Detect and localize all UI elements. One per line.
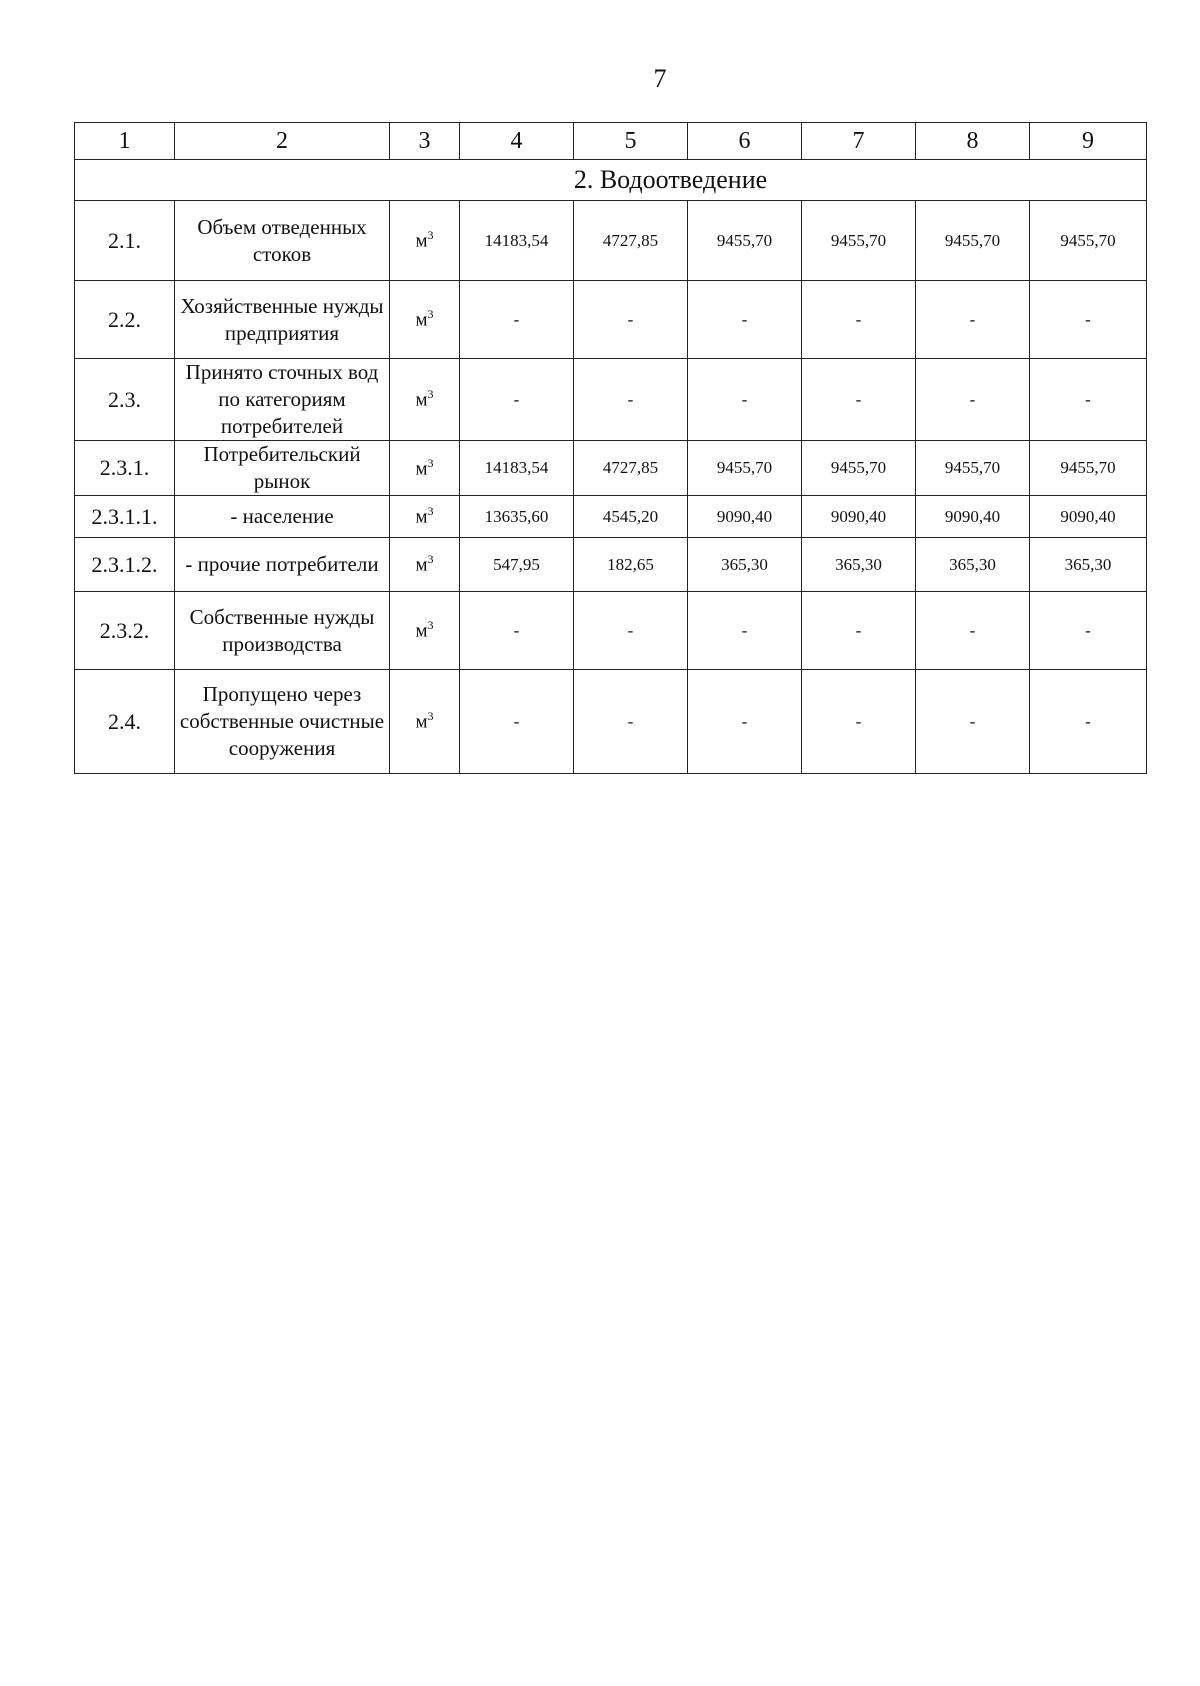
page-number: 7 [653,64,667,93]
value-cell: - [1030,670,1147,774]
value-cell: 365,30 [802,538,916,592]
unit-base: м [415,309,428,331]
value-cell: 9455,70 [802,441,916,496]
unit-base: м [415,230,428,252]
table-row [75,592,1147,670]
unit-exponent: 3 [427,552,434,567]
row-number: 2.3.1.2. [75,538,175,592]
header-cell: 3 [390,123,460,160]
unit-exponent: 3 [427,618,434,633]
row-label: Объем отведенных стоков [175,201,390,281]
value-cell: 547,95 [460,538,574,592]
row-number: 2.3.2. [75,592,175,670]
value-cell: - [802,670,916,774]
table-row [75,496,1147,538]
row-label: Потребительский рынок [175,441,390,496]
table-row [75,201,1147,281]
row-label: Пропущено через собственные очистные сооружения [175,670,390,774]
value-cell: 14183,54 [460,441,574,496]
row-label: - население [175,496,390,538]
value-cell: 182,65 [574,538,688,592]
value-cell: 14183,54 [460,201,574,281]
value-cell: - [916,359,1030,441]
value-cell: 9455,70 [916,441,1030,496]
value-cell: - [1030,592,1147,670]
table-row [75,670,1147,774]
unit-cell [390,201,460,281]
value-cell: - [574,592,688,670]
unit-cell [390,670,460,774]
header-cell: 4 [460,123,574,160]
value-cell: 9455,70 [802,201,916,281]
value-cell: - [460,359,574,441]
value-cell: - [460,592,574,670]
table-row [75,441,1147,496]
value-cell: - [574,281,688,359]
unit-base: м [415,554,428,576]
value-cell: 365,30 [688,538,802,592]
value-cell: - [460,670,574,774]
value-cell: 9455,70 [916,201,1030,281]
value-cell: - [460,281,574,359]
table-row [75,281,1147,359]
row-label: Хозяйственные нужды предприятия [175,281,390,359]
unit-exponent: 3 [427,504,434,519]
value-cell: - [916,281,1030,359]
value-cell: 9455,70 [1030,441,1147,496]
value-cell: - [1030,359,1147,441]
value-cell: 9090,40 [916,496,1030,538]
header-cell: 1 [75,123,175,160]
unit-base: м [415,506,428,528]
value-cell: - [688,592,802,670]
unit-base: м [415,389,428,411]
water-disposal-table [74,122,1147,774]
header-cell: 7 [802,123,916,160]
table-row [75,359,1147,441]
value-cell: 13635,60 [460,496,574,538]
row-label: Принято сточных вод по категориям потребителей [175,359,390,441]
row-number: 2.3. [75,359,175,441]
header-cell: 5 [574,123,688,160]
value-cell: 365,30 [916,538,1030,592]
value-cell: 365,30 [1030,538,1147,592]
unit-cell [390,441,460,496]
header-cell: 9 [1030,123,1147,160]
value-cell: - [802,592,916,670]
unit-base: м [415,458,428,480]
value-cell: - [688,359,802,441]
unit-cell [390,359,460,441]
unit-cell [390,281,460,359]
value-cell: 9455,70 [1030,201,1147,281]
value-cell: 9090,40 [688,496,802,538]
row-number: 2.3.1.1. [75,496,175,538]
value-cell: - [574,359,688,441]
value-cell: 4727,85 [574,201,688,281]
unit-cell [390,538,460,592]
value-cell: 9455,70 [688,441,802,496]
header-cell: 8 [916,123,1030,160]
section-title: 2. Водоотведение [75,160,1147,201]
value-cell: - [574,670,688,774]
row-number: 2.4. [75,670,175,774]
header-cell: 6 [688,123,802,160]
row-number: 2.1. [75,201,175,281]
value-cell: - [1030,281,1147,359]
row-number: 2.2. [75,281,175,359]
value-cell: - [916,670,1030,774]
row-label: Собственные нужды производства [175,592,390,670]
unit-exponent: 3 [427,709,434,724]
value-cell: 9455,70 [688,201,802,281]
unit-cell [390,592,460,670]
row-number: 2.3.1. [75,441,175,496]
row-label: - прочие потребители [175,538,390,592]
unit-exponent: 3 [427,228,434,243]
value-cell: - [916,592,1030,670]
unit-base: м [415,711,428,733]
header-cell: 2 [175,123,390,160]
header-row [75,123,1147,160]
unit-cell [390,496,460,538]
unit-exponent: 3 [427,307,434,322]
value-cell: 9090,40 [802,496,916,538]
value-cell: - [688,281,802,359]
unit-exponent: 3 [427,387,434,402]
unit-exponent: 3 [427,455,434,470]
value-cell: 9090,40 [1030,496,1147,538]
section-row [75,160,1147,201]
value-cell: 4727,85 [574,441,688,496]
value-cell: - [802,281,916,359]
value-cell: - [688,670,802,774]
value-cell: - [802,359,916,441]
table-row [75,538,1147,592]
unit-base: м [415,620,428,642]
value-cell: 4545,20 [574,496,688,538]
